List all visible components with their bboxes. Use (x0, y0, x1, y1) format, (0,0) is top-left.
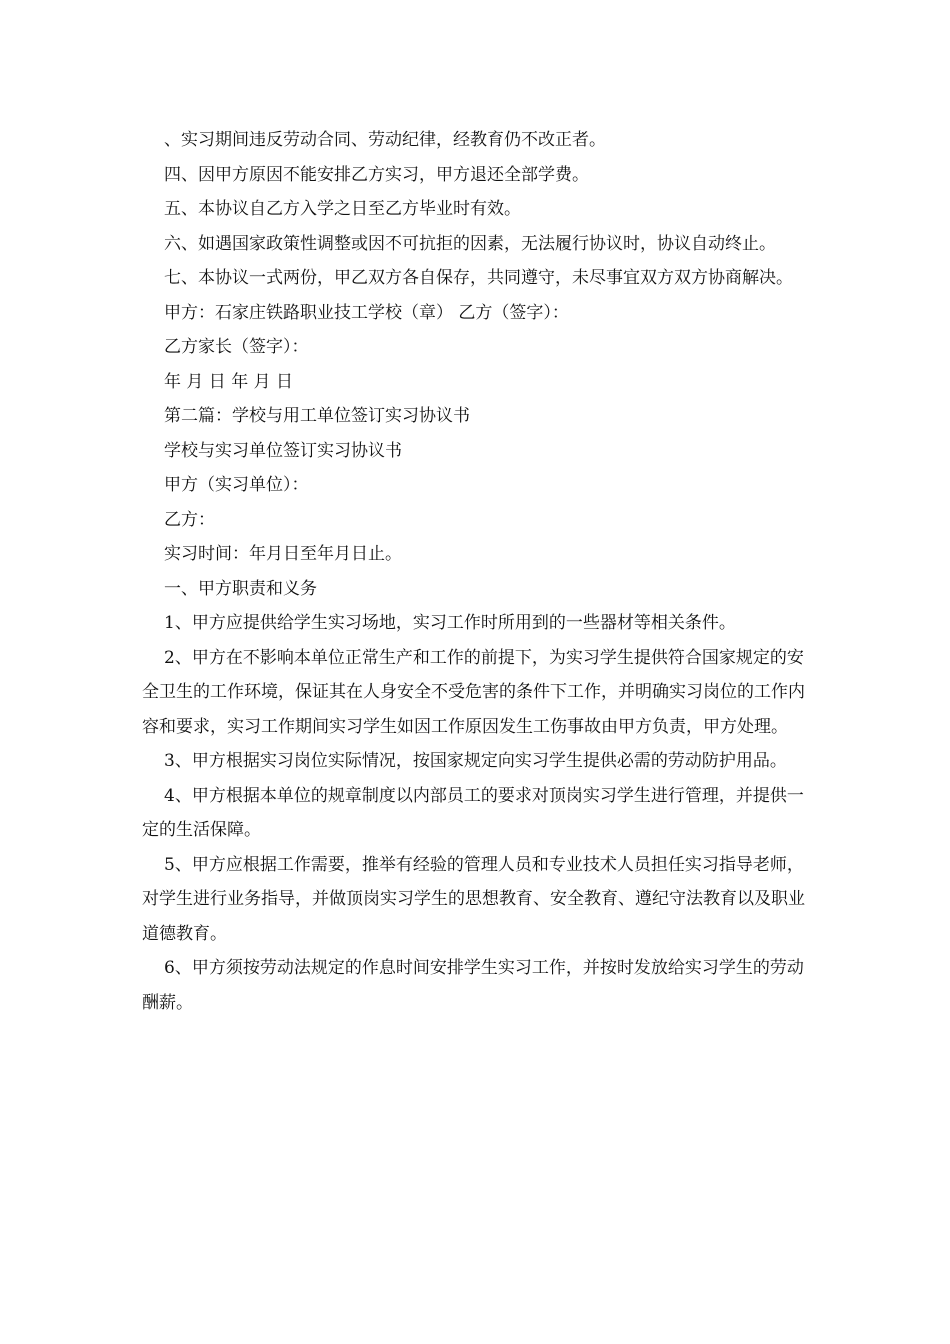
clause-item: 1、甲方应提供给学生实习场地，实习工作时所用到的一些器材等相关条件。 (164, 613, 736, 633)
signature-line-party-a: 甲方：石家庄铁路职业技工学校（章） 乙方（签字）： (164, 302, 569, 323)
paragraph: 五、本协议自乙方入学之日至乙方毕业时有效。 (164, 199, 521, 219)
date-line: 年 月 日 年 月 日 (164, 371, 294, 392)
clause-item: 3、甲方根据实习岗位实际情况，按国家规定向实习学生提供必需的劳动防护用品。 (164, 751, 787, 771)
section-title: 第二篇：学校与用工单位签订实习协议书 (164, 406, 470, 426)
clause-item: 5、甲方应根据工作需要，推举有经验的管理人员和专业技术人员担任实习指导老师，对学生进行业务指导，并做顶岗实习学生的思想教育、安全教育、遵纪守法教育以及职业道德教育。 (142, 854, 805, 944)
signature-line-parent: 乙方家长（签字）： (164, 337, 309, 357)
party-b-field: 乙方： (164, 509, 215, 530)
paragraph: 七、本协议一式两份，甲乙双方各自保存，共同遵守，未尽事宜双方双方协商解决。 (164, 268, 793, 288)
clause-item: 4、甲方根据本单位的规章制度以内部员工的要求对顶岗实习学生进行管理，并提供一定的生活保障。 (142, 785, 804, 840)
clause-item: 2、甲方在不影响本单位正常生产和工作的前提下，为实习学生提供符合国家规定的安全卫生的工作环境，保证其在人身安全不受危害的条件下工作，并明确实习岗位的工作内容和要求，实习工作期间实习学生如因工作原因发生工伤事故由甲方负责，甲方处理。 (142, 647, 805, 737)
document-page (142, 123, 814, 1020)
clause-item: 6、甲方须按劳动法规定的作息时间安排学生实习工作，并按时发放给实习学生的劳动酬薪。 (142, 958, 804, 1013)
clause-heading: 一、甲方职责和义务 (164, 578, 317, 599)
internship-period-field: 实习时间：年月日至年月日止。 (164, 544, 402, 564)
paragraph: 四、因甲方原因不能安排乙方实习，甲方退还全部学费。 (164, 164, 589, 185)
paragraph: 六、如遇国家政策性调整或因不可抗拒的因素，无法履行协议时，协议自动终止。 (164, 233, 776, 254)
party-a-field: 甲方（实习单位）： (164, 475, 309, 495)
paragraph: 、实习期间违反劳动合同、劳动纪律，经教育仍不改正者。 (164, 130, 606, 150)
document-title: 学校与实习单位签订实习协议书 (164, 440, 402, 461)
